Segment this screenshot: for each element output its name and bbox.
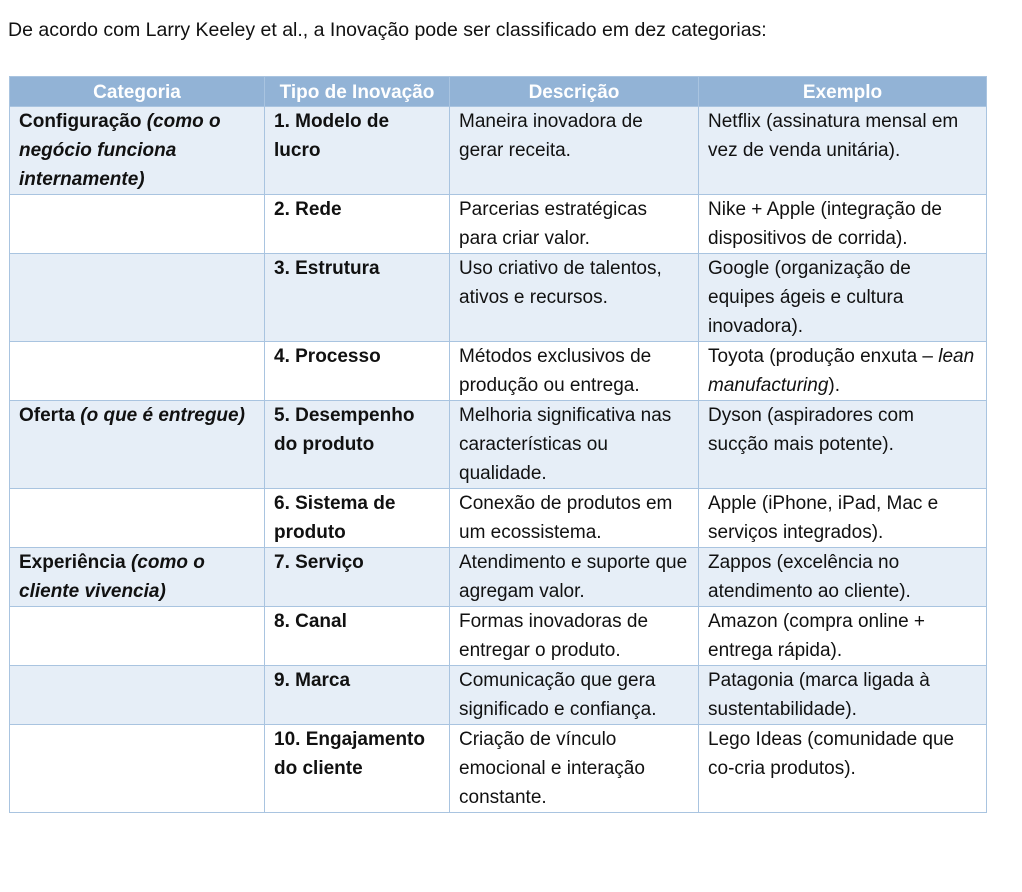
category-label: Configuração: [19, 111, 142, 132]
example-cell: Patagonia (marca ligada à sustentabilidade).: [699, 666, 987, 725]
table-row: [10, 666, 987, 725]
header-categoria: Categoria: [10, 77, 265, 107]
intro-text: De acordo com Larry Keeley et al., a Inovação pode ser classificado em dez categorias:: [8, 19, 767, 41]
table-row: [10, 342, 987, 401]
category-cell: [10, 666, 265, 725]
header-tipo: Tipo de Inovação: [265, 77, 450, 107]
header-exemplo: Exemplo: [699, 77, 987, 107]
table-row: [10, 107, 987, 195]
description-cell: Uso criativo de talentos, ativos e recursos.: [450, 254, 699, 342]
table-row: [10, 254, 987, 342]
example-cell: Lego Ideas (comunidade que co-cria produtos).: [699, 725, 987, 813]
category-cell: [10, 107, 265, 195]
description-cell: Criação de vínculo emocional e interação constante.: [450, 725, 699, 813]
type-cell: 3. Estrutura: [265, 254, 450, 342]
description-cell: Atendimento e suporte que agregam valor.: [450, 548, 699, 607]
description-cell: Maneira inovadora de gerar receita.: [450, 107, 699, 195]
table-row: [10, 725, 987, 813]
description-cell: Formas inovadoras de entregar o produto.: [450, 607, 699, 666]
example-text: Toyota (produção enxuta –: [708, 346, 939, 367]
example-italic-text: lean manufacturing: [708, 346, 975, 396]
category-cell: [10, 607, 265, 666]
table-row: [10, 401, 987, 489]
category-cell: [10, 548, 265, 607]
category-note: (como o cliente vivencia): [19, 552, 205, 602]
table-row: [10, 195, 987, 254]
category-cell: [10, 342, 265, 401]
description-cell: Parcerias estratégicas para criar valor.: [450, 195, 699, 254]
header-descricao: Descrição: [450, 77, 699, 107]
table-header-row: [10, 77, 987, 107]
category-cell: [10, 254, 265, 342]
category-label: Experiência: [19, 552, 126, 573]
example-cell: Amazon (compra online + entrega rápida).: [699, 607, 987, 666]
example-cell: Netflix (assinatura mensal em vez de venda unitária).: [699, 107, 987, 195]
category-note: (como o negócio funciona internamente): [19, 111, 221, 190]
category-note: (o que é entregue): [80, 405, 245, 426]
type-cell: 2. Rede: [265, 195, 450, 254]
category-cell: [10, 725, 265, 813]
type-cell: 9. Marca: [265, 666, 450, 725]
description-cell: Métodos exclusivos de produção ou entrega.: [450, 342, 699, 401]
example-cell: Dyson (aspiradores com sucção mais potente).: [699, 401, 987, 489]
example-cell: [699, 342, 987, 401]
table-row: [10, 607, 987, 666]
table-row: [10, 489, 987, 548]
example-cell: Apple (iPhone, iPad, Mac e serviços integrados).: [699, 489, 987, 548]
description-cell: Melhoria significativa nas características ou qualidade.: [450, 401, 699, 489]
type-cell: 6. Sistema de produto: [265, 489, 450, 548]
description-cell: Comunicação que gera significado e confiança.: [450, 666, 699, 725]
type-cell: 1. Modelo de lucro: [265, 107, 450, 195]
table-row: [10, 548, 987, 607]
category-cell: [10, 489, 265, 548]
type-cell: 4. Processo: [265, 342, 450, 401]
innovation-table: [9, 76, 987, 813]
example-text-end: ).: [828, 375, 841, 396]
category-cell: [10, 401, 265, 489]
category-label: Oferta: [19, 405, 75, 426]
type-cell: 7. Serviço: [265, 548, 450, 607]
type-cell: 5. Desempenho do produto: [265, 401, 450, 489]
category-cell: [10, 195, 265, 254]
type-cell: 10. Engajamento do cliente: [265, 725, 450, 813]
example-cell: Nike + Apple (integração de dispositivos de corrida).: [699, 195, 987, 254]
type-cell: 8. Canal: [265, 607, 450, 666]
example-cell: Zappos (excelência no atendimento ao cliente).: [699, 548, 987, 607]
example-cell: Google (organização de equipes ágeis e cultura inovadora).: [699, 254, 987, 342]
description-cell: Conexão de produtos em um ecossistema.: [450, 489, 699, 548]
